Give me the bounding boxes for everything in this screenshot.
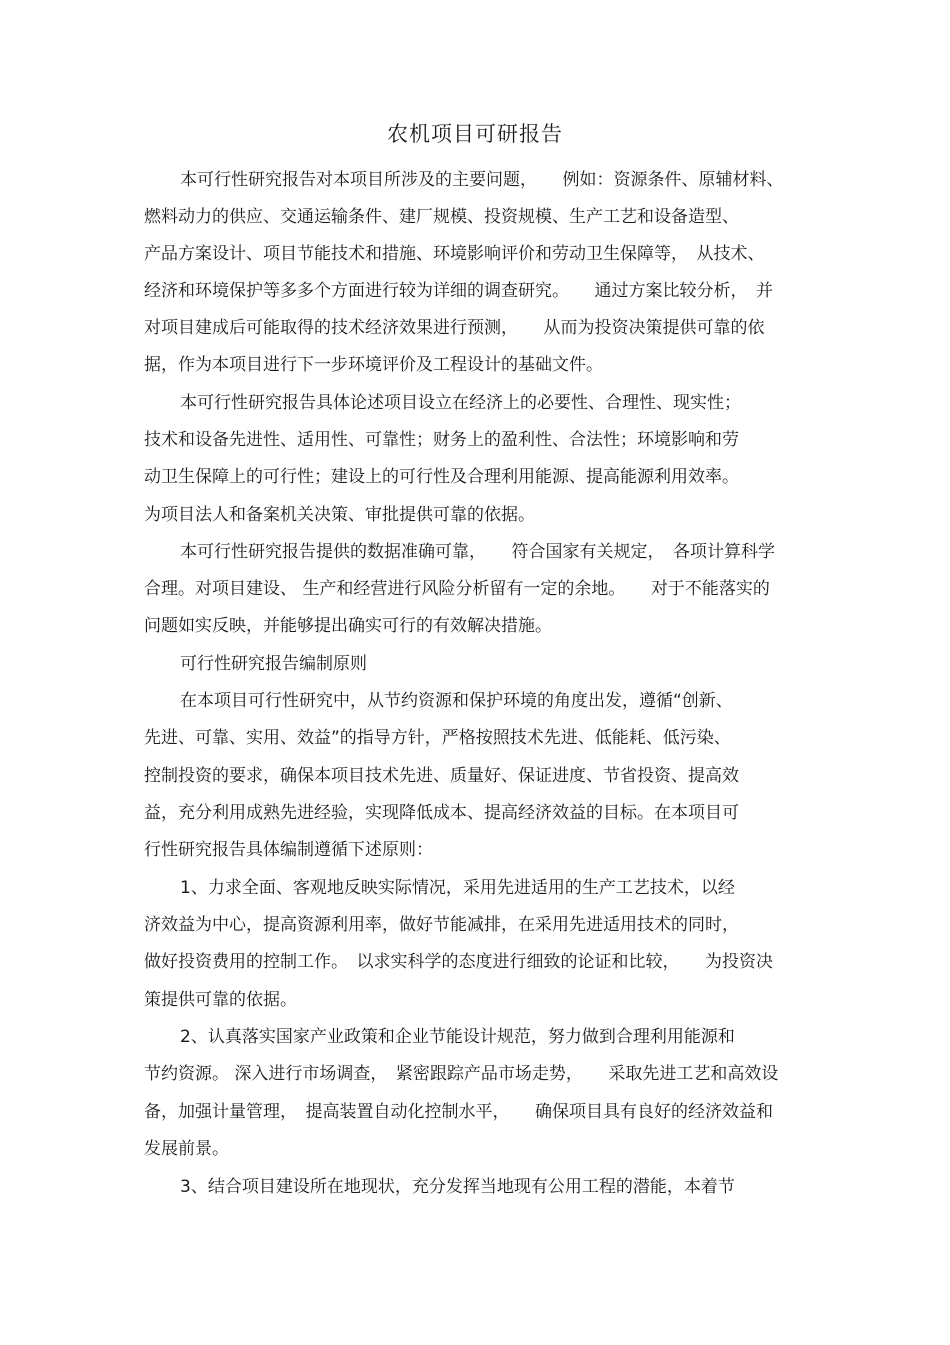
text-line: 3、结合项目建设所在地现状，充分发挥当地现有公用工程的潜能，本着节 [180,1177,735,1197]
text-line: 备，加强计量管理， 提高装置自动化控制水平， 确保项目具有良好的经济效益和 [144,1102,773,1122]
text-line: 行性研究报告具体编制遵循下述原则： [144,840,433,860]
text-line: 问题如实反映，并能够提出确实可行的有效解决措施。 [144,616,552,636]
text-line: 济效益为中心，提高资源利用率，做好节能减排，在采用先进适用技术的同时， [144,915,739,935]
text-line: 在本项目可行性研究中，从节约资源和保护环境的角度出发，遵循“创新、 [180,691,733,711]
text-line: 为项目法人和备案机关决策、审批提供可靠的依据。 [144,505,535,525]
text-line: 控制投资的要求，确保本项目技术先进、质量好、保证进度、节省投资、提高效 [144,766,739,786]
text-line: 经济和环境保护等多多个方面进行较为详细的调查研究。 通过方案比较分析， 并 [144,281,773,301]
text-line: 合理。对项目建设、 生产和经营进行风险分析留有一定的余地。 对于不能落实的 [144,579,770,599]
text-line: 益，充分利用成熟先进经验，实现降低成本、提高经济效益的目标。在本项目可 [144,803,739,823]
section-heading: 可行性研究报告编制原则 [180,654,367,674]
document-title: 农机项目可研报告 [387,122,563,146]
text-line: 产品方案设计、项目节能技术和措施、环境影响评价和劳动卫生保障等， 从技术、 [144,244,765,264]
text-line: 先进、可靠、实用、效益”的指导方针，严格按照技术先进、低能耗、低污染、 [144,728,731,748]
text-line: 动卫生保障上的可行性；建设上的可行性及合理利用能源、提高能源利用效率。 [144,467,739,487]
text-line: 本可行性研究报告具体论述项目设立在经济上的必要性、合理性、现实性； [180,393,741,413]
text-line: 2、认真落实国家产业政策和企业节能设计规范，努力做到合理利用能源和 [180,1027,735,1047]
text-line: 本可行性研究报告对本项目所涉及的主要问题， 例如：资源条件、原辅材料、 [180,170,784,190]
text-line: 技术和设备先进性、适用性、可靠性；财务上的盈利性、合法性；环境影响和劳 [144,430,739,450]
text-line: 1、力求全面、客观地反映实际情况，采用先进适用的生产工艺技术，以经 [180,878,735,898]
text-line: 发展前景。 [144,1139,229,1159]
text-line: 节约资源。 深入进行市场调查， 紧密跟踪产品市场走势， 采取先进工艺和高效设 [144,1064,779,1084]
text-line: 策提供可靠的依据。 [144,990,297,1010]
text-line: 据，作为本项目进行下一步环境评价及工程设计的基础文件。 [144,355,603,375]
text-line: 本可行性研究报告提供的数据准确可靠， 符合国家有关规定， 各项计算科学 [180,542,775,562]
text-line: 对项目建成后可能取得的技术经济效果进行预测， 从而为投资决策提供可靠的依 [144,318,765,338]
text-line: 燃料动力的供应、交通运输条件、建厂规模、投资规模、生产工艺和设备造型、 [144,207,739,227]
text-line: 做好投资费用的控制工作。 以求实科学的态度进行细致的论证和比较， 为投资决 [144,952,773,972]
